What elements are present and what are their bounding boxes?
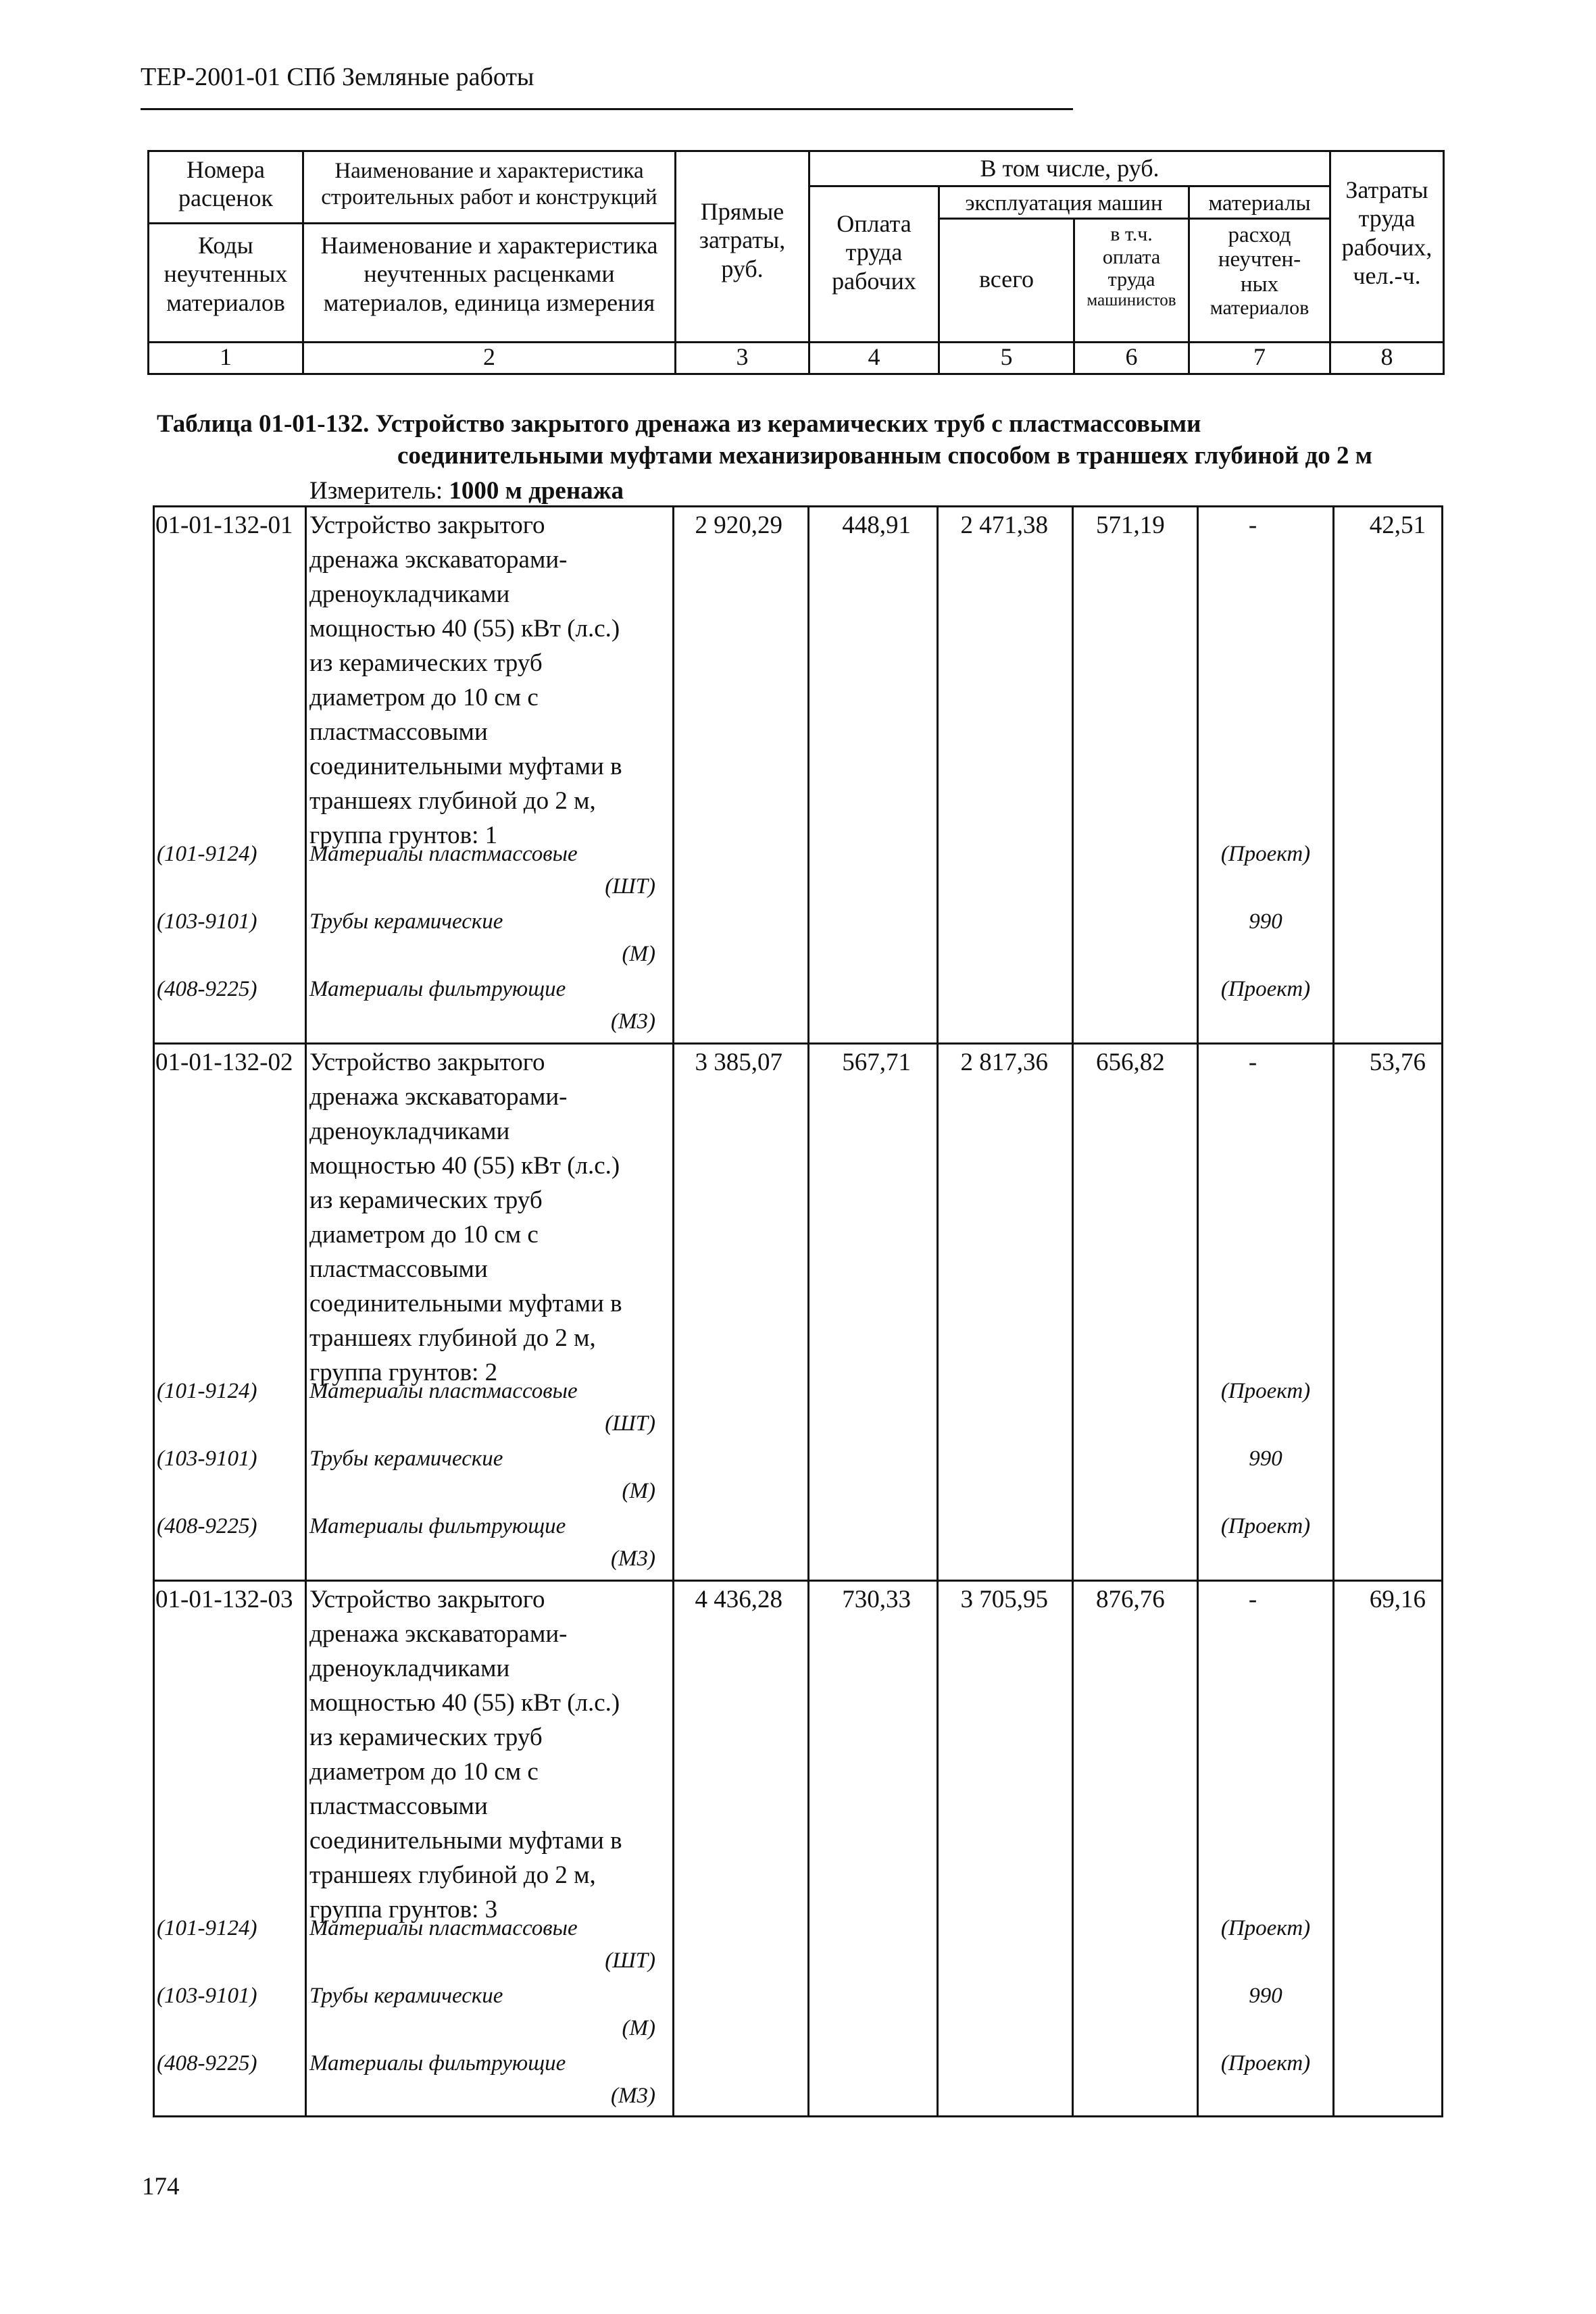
material-quantity: 990 [1249,1984,1282,2008]
operators-cost: 876,76 [1096,1586,1165,1613]
header-rule [141,108,1073,110]
rate-description-line: дреноукладчиками [309,1655,510,1682]
rate-description-line: мощностью 40 (55) кВт (л.с.) [309,1152,620,1180]
col-number: 8 [1380,343,1393,370]
rate-description-line: дреноукладчиками [309,1117,510,1145]
col8-header: Затраты труда рабочих, чел.-ч. [1341,176,1432,290]
running-header: ТЕР-2001-01 СПб Земляные работы [141,63,534,91]
col1-bottom-header: Коды неучтенных материалов [164,232,288,316]
col7-header: расход неучтен- ных материалов [1210,223,1310,319]
col6-header: в т.ч. оплата труда машинистов [1087,223,1176,309]
group-header: В том числе, руб. [980,155,1159,182]
rate-code: 01-01-132-03 [155,1586,293,1613]
rate-description-line: пластмассовыми [309,1792,488,1820]
rate-description-line: траншеях глубиной до 2 м, [309,1861,596,1889]
material-name: Материалы фильтрующие [309,2051,566,2076]
rate-description-line: группа грунтов: 2 [309,1359,498,1386]
operators-cost: 571,19 [1096,511,1165,539]
page-number: 174 [142,2173,180,2200]
col1-top-header: Номера расценок [178,156,273,212]
material-unit: (ШТ) [605,1948,655,1973]
rate-description-line: Устройство закрытого [309,511,545,539]
rate-code: 01-01-132-01 [155,511,293,539]
col-number: 1 [220,343,232,370]
rate-description-line: траншеях глубиной до 2 м, [309,787,596,815]
material-name: Трубы керамические [309,1447,503,1471]
material-quantity: (Проект) [1220,1379,1311,1403]
material-quantity: (Проект) [1220,977,1311,1001]
meter-line [309,476,624,505]
material-unit: (М3) [611,2084,655,2108]
rate-description-line: диаметром до 10 см с [309,684,539,711]
direct-cost: 4 436,28 [695,1586,782,1613]
col-number: 7 [1253,343,1266,370]
material-name: Трубы керамические [309,909,503,934]
material-quantity: 990 [1249,909,1282,934]
machines-cost: 3 705,95 [960,1586,1048,1613]
rate-description-line: диаметром до 10 см с [309,1758,539,1786]
table-caption-line2: соединительными муфтами механизированным способом в траншеях глубиной до 2 м [397,442,1372,470]
rate-description-line: из керамических труб [309,649,543,677]
rate-description-line: из керамических труб [309,1186,543,1214]
col-number: 5 [1000,343,1013,370]
table-caption [157,408,1495,472]
rate-description-line: Устройство закрытого [309,1049,545,1076]
operators-cost: 656,82 [1096,1049,1165,1076]
material-unit: (ШТ) [605,1411,655,1436]
material-name: Материалы фильтрующие [309,1514,566,1538]
labor-cost: 448,91 [842,511,911,539]
col-number: 2 [483,343,495,370]
rate-description-line: группа грунтов: 3 [309,1896,498,1923]
labor-hours: 53,76 [1369,1049,1426,1076]
rate-description-line: группа грунтов: 1 [309,822,498,849]
material-quantity: 990 [1249,1447,1282,1471]
col4-header: Оплата труда рабочих [832,210,916,295]
rate-description-line: мощностью 40 (55) кВт (л.с.) [309,615,620,643]
material-name: Материалы пластмассовые [309,842,578,866]
material-unit: (М3) [611,1546,655,1571]
materials-header: материалы [1208,191,1311,216]
material-unit: (М3) [611,1009,655,1034]
col-number: 4 [868,343,880,370]
rate-code: 01-01-132-02 [155,1049,293,1076]
material-quantity: (Проект) [1220,1916,1311,1940]
col-number: 3 [736,343,749,370]
column-header-table [147,150,1445,375]
col2-bottom-header: Наименование и характеристика неучтенных расценками материалов, единица измерения [320,232,658,316]
material-code: (103-9101) [157,1447,257,1471]
col2-top-header: Наименование и характеристика строительных работ и конструкций [321,159,657,209]
rate-description-line: соединительными муфтами в [309,753,622,780]
material-code: (101-9124) [157,1916,257,1940]
rate-description-line: дренажа экскаваторами- [309,1083,568,1111]
material-code: (101-9124) [157,842,257,866]
machines-header: эксплуатация машин [965,191,1163,216]
rate-description-line: дренажа экскаваторами- [309,546,568,574]
material-quantity: (Проект) [1220,842,1311,866]
material-unit: (М) [622,942,655,966]
material-name: Материалы фильтрующие [309,977,566,1001]
materials-cost: - [1248,511,1257,539]
table-caption-line1: Таблица 01-01-132. Устройство закрытого дренажа из керамических труб с пластмассовыми [157,410,1201,438]
labor-cost: 567,71 [842,1049,911,1076]
rate-description-line: пластмассовыми [309,718,488,746]
rate-description-line: Устройство закрытого [309,1586,545,1613]
material-name: Материалы пластмассовые [309,1916,578,1940]
materials-cost: - [1248,1586,1257,1613]
rate-description-line: из керамических труб [309,1724,543,1751]
materials-cost: - [1248,1049,1257,1076]
rate-description-line: дреноукладчиками [309,580,510,608]
labor-cost: 730,33 [842,1586,911,1613]
direct-cost: 2 920,29 [695,511,782,539]
material-quantity: (Проект) [1220,2051,1311,2076]
meter-value: 1000 м дренажа [449,477,624,505]
rate-description-line: пластмассовыми [309,1255,488,1283]
material-code: (408-9225) [157,1514,257,1538]
labor-hours: 42,51 [1369,511,1426,539]
rate-description-line: диаметром до 10 см с [309,1221,539,1249]
material-name: Материалы пластмассовые [309,1379,578,1403]
direct-cost: 3 385,07 [695,1049,782,1076]
rate-description-line: траншеях глубиной до 2 м, [309,1324,596,1352]
material-code: (408-9225) [157,2051,257,2076]
material-code: (408-9225) [157,977,257,1001]
material-quantity: (Проект) [1220,1514,1311,1538]
material-code: (101-9124) [157,1379,257,1403]
machines-cost: 2 471,38 [960,511,1048,539]
col5-header: всего [978,266,1034,293]
material-code: (103-9101) [157,1984,257,2008]
col3-header: Прямые затраты, руб. [699,198,786,282]
material-unit: (ШТ) [605,874,655,899]
col-number: 6 [1125,343,1138,370]
rate-description-line: мощностью 40 (55) кВт (л.с.) [309,1689,620,1717]
material-unit: (М) [622,1479,655,1503]
machines-cost: 2 817,36 [960,1049,1048,1076]
material-code: (103-9101) [157,909,257,934]
material-unit: (М) [622,2016,655,2040]
rate-description-line: соединительными муфтами в [309,1290,622,1317]
labor-hours: 69,16 [1369,1586,1426,1613]
rate-description-line: дренажа экскаваторами- [309,1620,568,1648]
meter-label: Измеритель: [309,477,443,505]
material-name: Трубы керамические [309,1984,503,2008]
rate-description-line: соединительными муфтами в [309,1827,622,1855]
rates-table [153,505,1443,2117]
